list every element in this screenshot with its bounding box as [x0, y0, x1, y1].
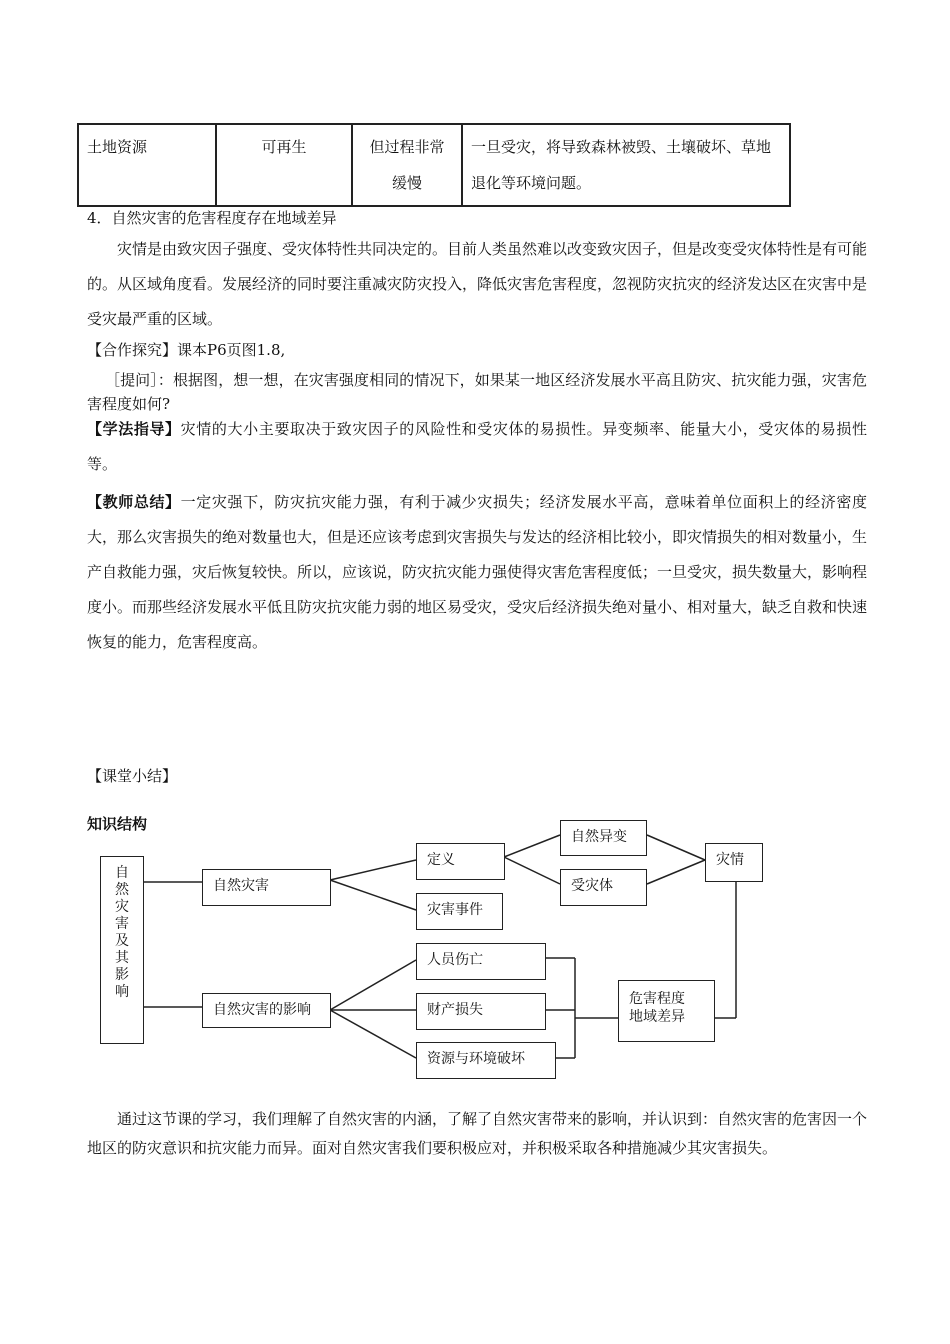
note-line2: 缓慢	[391, 174, 422, 192]
note-line1: 但过程非常	[369, 138, 445, 156]
casualty-box: 人员伤亡	[416, 943, 546, 980]
event-box: 灾害事件	[416, 893, 503, 930]
section4-paragraph: 灾情是由致灾因子强度、受灾体特性共同决定的。目前人类虽然难以改变致灾因子，但是改变受灾体特性是有可能的。从区域角度看。发展经济的同时要注重减灾防灾投入，降低灾害危害程度，忽视防灾抗灾的经济发达区在灾害中是受灾最严重的区域。	[87, 240, 868, 328]
teacher-label: 【教师总结】	[87, 493, 181, 511]
victim-box: 受灾体	[560, 869, 647, 906]
resource-type-cell: 可再生	[216, 124, 352, 206]
conclusion-paragraph: 通过这节课的学习，我们理解了自然灾害的内涵，了解了自然灾害带来的影响，并认识到：自然灾害的危害因一个地区的防灾意识和抗灾能力而异。面对自然灾害我们要积极应对，并积极采取各种措施减少其灾害损失。	[87, 1110, 868, 1157]
coop-question: ［提问］：根据图，想一想，在灾害强度相同的情况下，如果某一地区经济发展水平高且防灾、抗灾能力强，灾害危害程度如何?	[87, 371, 867, 413]
root-label: 自然灾害及其影响	[115, 865, 129, 1000]
degree-line2: 地域差异	[629, 1009, 685, 1025]
impact-box: 自然灾害的影响	[202, 993, 331, 1028]
degree-box	[618, 980, 715, 1042]
property-box: 财产损失	[416, 993, 546, 1030]
coop-label: 【合作探究】课本P6页图1.8,	[87, 341, 286, 359]
resource-name-cell: 土地资源	[78, 124, 216, 206]
disaster-box: 自然灾害	[202, 869, 331, 906]
method-text: 灾情的大小主要取决于致灾因子的风险性和受灾体的易损性。异变频率、能量大小，受灾体的易损性等。	[87, 420, 867, 473]
teacher-text: 一定灾强下，防灾抗灾能力强，有利于减少灾损失；经济发展水平高，意味着单位面积上的经济密度大，那么灾害损失的绝对数量也大，但是还应该考虑到灾害损失与发达的经济相比较小，即灾情损失的相对数量小，生产自救能力强，灾后恢复较快。所以，应该说，防灾抗灾能力强使得灾害危害程度低；一旦受灾，损失数量大，影响程度小。而那些经济发展水平低且防灾抗灾能力弱的地区易受灾，受灾后经济损失绝对量小、相对量大，缺乏自救和快速恢复的能力，危害程度高。	[87, 493, 868, 651]
method-label: 【学法指导】	[87, 420, 181, 438]
section4-heading: 4．自然灾害的危害程度存在地域差异	[87, 209, 337, 227]
anomaly-box: 自然异变	[560, 820, 647, 856]
resource-effect-cell: 一旦受灾，将导致森林被毁、土壤破坏、草地退化等环境问题。	[462, 124, 790, 206]
resource-box: 资源与环境破坏	[416, 1042, 556, 1079]
root-box	[100, 856, 144, 1044]
structure-heading: 知识结构	[87, 815, 148, 833]
situation-box: 灾情	[705, 843, 763, 882]
summary-heading: 【课堂小结】	[87, 767, 178, 785]
degree-line1: 危害程度	[629, 991, 685, 1007]
definition-box: 定义	[416, 843, 505, 880]
